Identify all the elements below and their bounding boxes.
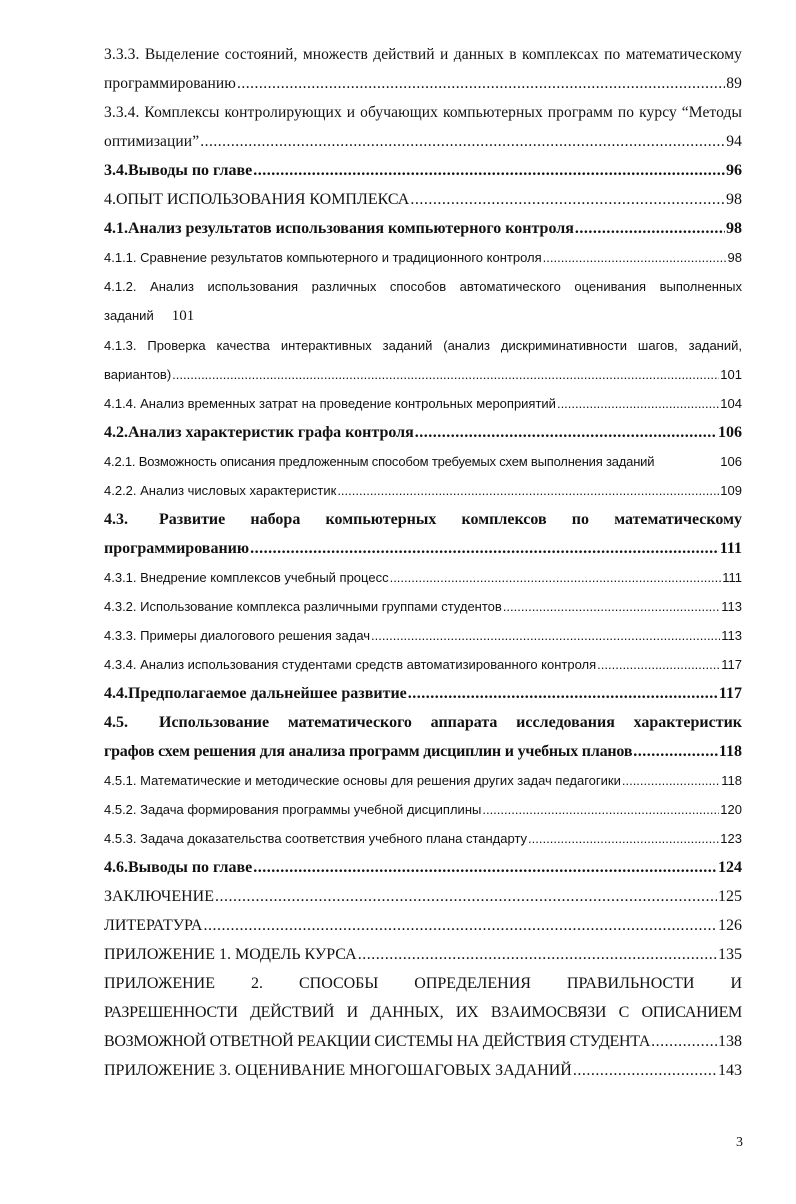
toc-page-number: 117 [718, 685, 742, 702]
toc-entry-appendix-1[interactable] [104, 940, 742, 969]
toc-entry-title: ПРИЛОЖЕНИЕ 2. СПОСОБЫ ОПРЕДЕЛЕНИЯ ПРАВИЛЬНОСТИ И [104, 975, 742, 992]
toc-entry-title: 3.3.3. Выделение состояний, множеств действий и данных в комплексах по математическому [104, 46, 742, 63]
toc-entry-title-cont: ВОЗМОЖНОЙ ОТВЕТНОЙ РЕАКЦИИ СИСТЕМЫ НА ДЕЙСТВИЯ СТУДЕНТА [104, 1033, 651, 1050]
toc-page-number: 113 [721, 599, 742, 614]
toc-entry-4-5-3[interactable] [104, 824, 742, 853]
toc-entry-3-4[interactable] [104, 156, 742, 185]
toc-entry-title: 4.5.2. Задача формирования программы учебной дисциплины [104, 802, 482, 817]
toc-section-number: 4.6. [104, 859, 128, 876]
table-of-contents [104, 40, 742, 1085]
toc-entry-title: Предполагаемое дальнейшее развитие [128, 685, 407, 702]
toc-page-number: 89 [726, 75, 742, 92]
toc-entry-title: 3.3.4. Комплексы контролирующих и обучающих компьютерных программ по курсу “Методы [104, 104, 742, 121]
toc-entry-title-cont: заданий [104, 308, 154, 323]
toc-page-number: 120 [720, 802, 742, 817]
toc-page-number: 101 [171, 308, 195, 324]
toc-entry-title-cont: программированию [104, 540, 250, 557]
toc-entry-title: 4.3.3. Примеры диалогового решения задач [104, 628, 371, 643]
toc-entry-title: ПРИЛОЖЕНИЕ 1. МОДЕЛЬ КУРСА [104, 946, 357, 963]
toc-page-number: 109 [720, 483, 742, 498]
toc-section-number: 4.3. [104, 511, 128, 528]
toc-page-number: 124 [718, 859, 742, 876]
toc-entry-4-3-1[interactable] [104, 563, 742, 592]
toc-entry-4-3-3[interactable] [104, 621, 742, 650]
toc-entry-title: 4.2.1. Возможность описания предложенным способом требуемых схем выполнения заданий [104, 454, 655, 469]
toc-entry-conclusion[interactable] [104, 882, 742, 911]
toc-page-number: 118 [721, 773, 742, 788]
toc-entry-4-2[interactable] [104, 418, 742, 447]
toc-entry-title: 4.3.4. Анализ использования студентами средств автоматизированного контроля [104, 657, 597, 672]
toc-entry-3-3-4[interactable] [104, 98, 742, 156]
toc-entry-title-cont: графов схем решения для анализа программ дисциплин и учебных планов [104, 743, 633, 760]
toc-section-number: 4.4. [104, 685, 128, 702]
toc-page-number: 106 [720, 454, 742, 469]
toc-section-number: 4.1. [104, 220, 128, 237]
toc-entry-4-3-4[interactable] [104, 650, 742, 679]
toc-entry-title: 4.5.3. Задача доказательства соответствия учебного плана стандарту [104, 831, 528, 846]
toc-entry-4-1[interactable] [104, 214, 742, 243]
toc-entry-title: ЗАКЛЮЧЕНИЕ [104, 888, 214, 905]
toc-page-number: 94 [726, 133, 742, 150]
toc-entry-literature[interactable] [104, 911, 742, 940]
toc-entry-title: ЛИТЕРАТУРА [104, 917, 203, 934]
toc-page-number: 113 [721, 628, 742, 643]
toc-entry-title: Анализ характеристик графа контроля [128, 424, 414, 441]
toc-page-number: 125 [718, 888, 742, 905]
toc-section-number: 4.5. [104, 714, 128, 731]
toc-entry-4-5-2[interactable] [104, 795, 742, 824]
toc-entry-4-2-1[interactable] [104, 447, 742, 476]
toc-entry-title: ОПЫТ ИСПОЛЬЗОВАНИЯ КОМПЛЕКСА [116, 191, 410, 208]
toc-page-number: 123 [720, 831, 742, 846]
toc-page-number: 111 [719, 540, 742, 557]
toc-entry-4-1-2[interactable] [104, 272, 742, 331]
toc-page-number: 143 [718, 1062, 742, 1079]
toc-entry-appendix-2[interactable] [104, 969, 742, 1056]
toc-page-number: 117 [721, 657, 742, 672]
toc-entry-title: 4.3.1. Внедрение комплексов учебный процесс [104, 570, 389, 585]
toc-entry-title: 4.2.2. Анализ числовых характеристик [104, 483, 337, 498]
toc-entry-4-1-1[interactable] [104, 243, 742, 272]
toc-entry-4-5-1[interactable] [104, 766, 742, 795]
toc-section-number: 4.2. [104, 424, 128, 441]
toc-entry-title-cont: программированию [104, 75, 236, 92]
toc-entry-3-3-3[interactable] [104, 40, 742, 98]
toc-entry-title-cont: оптимизации” [104, 133, 200, 150]
toc-page-number: 138 [718, 1033, 742, 1050]
toc-entry-4-4[interactable] [104, 679, 742, 708]
toc-entry-title: ПРИЛОЖЕНИЕ 3. ОЦЕНИВАНИЕ МНОГОШАГОВЫХ ЗАДАНИЙ [104, 1062, 572, 1079]
toc-entry-title: 4.1.3. Проверка качества интерактивных заданий (анализ дискриминативности шагов, заданий, [104, 338, 742, 353]
toc-entry-4-1-4[interactable] [104, 389, 742, 418]
toc-page-number: 101 [720, 367, 742, 382]
toc-entry-title: Развитие набора компьютерных комплексов по математическому [159, 511, 742, 528]
toc-page-number: 118 [718, 743, 742, 760]
toc-entry-title: Анализ результатов использования компьютерного контроля [128, 220, 574, 237]
toc-entry-title: 4.1.4. Анализ временных затрат на проведение контрольных мероприятий [104, 396, 556, 411]
toc-entry-4-5[interactable] [104, 708, 742, 766]
toc-page-number: 104 [720, 396, 742, 411]
toc-entry-title: Выводы по главе [128, 162, 253, 179]
toc-entry-title: 4.1.2. Анализ использования различных способов автоматического оценивания выполненных [104, 279, 742, 294]
toc-entry-appendix-3[interactable] [104, 1056, 742, 1085]
toc-entry-title: Использование математического аппарата исследования характеристик [159, 714, 742, 731]
toc-page-number: 111 [722, 570, 742, 585]
toc-entry-4-6[interactable] [104, 853, 742, 882]
toc-entry-title: 4.3.2. Использование комплекса различными группами студентов [104, 599, 502, 614]
toc-page-number: 135 [718, 946, 742, 963]
toc-entry-4-3-2[interactable] [104, 592, 742, 621]
toc-entry-title: 4.5.1. Математические и методические основы для решения других задач педагогики [104, 773, 621, 788]
toc-entry-title: Выводы по главе [128, 859, 253, 876]
toc-page-number: 98 [726, 220, 742, 237]
toc-entry-4-3[interactable] [104, 505, 742, 563]
toc-entry-4-1-3[interactable] [104, 331, 742, 389]
toc-page-number: 96 [726, 162, 742, 179]
toc-entry-4[interactable] [104, 185, 742, 214]
toc-section-number: 3.4. [104, 162, 128, 179]
toc-entry-title: 4.1.1. Сравнение результатов компьютерного и традиционного контроля [104, 250, 542, 265]
toc-entry-title-cont: РАЗРЕШЕННОСТИ ДЕЙСТВИЙ И ДАННЫХ, ИХ ВЗАИМОСВЯЗИ С ОПИСАНИЕМ [104, 1004, 742, 1021]
toc-page-number: 98 [726, 191, 742, 208]
toc-page-number: 126 [718, 917, 742, 934]
toc-page-number: 106 [718, 424, 742, 441]
toc-entry-title-cont: вариантов) [104, 367, 172, 382]
toc-page-number: 98 [727, 250, 742, 265]
toc-chapter-number: 4. [104, 191, 116, 208]
toc-entry-4-2-2[interactable] [104, 476, 742, 505]
page-number: 3 [736, 1135, 743, 1150]
